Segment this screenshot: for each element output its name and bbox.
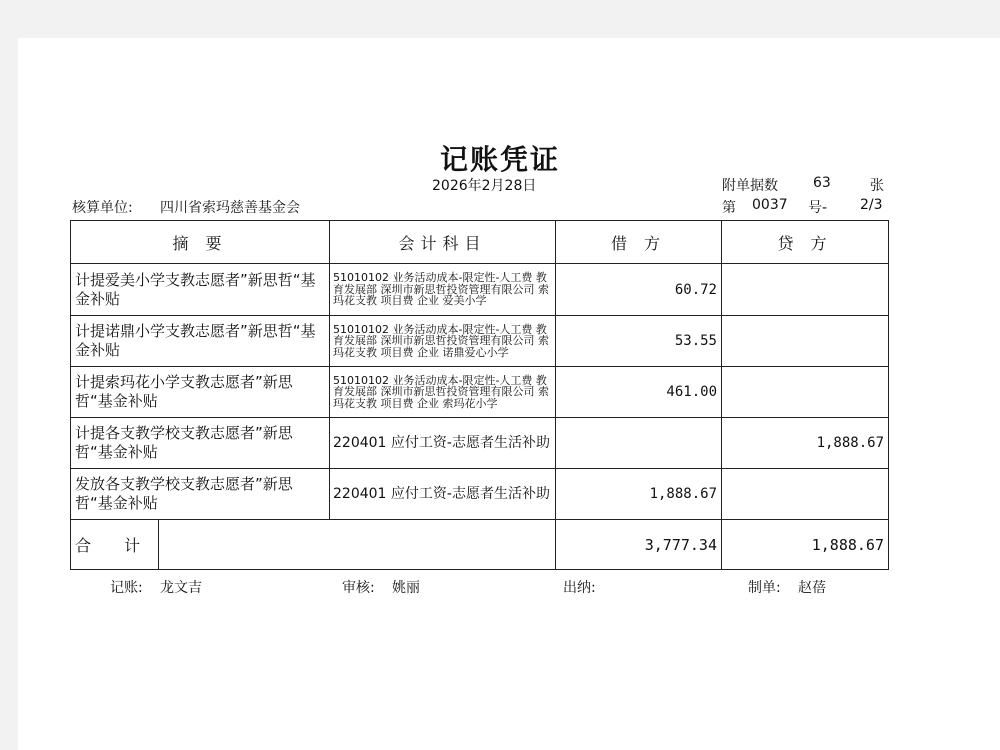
attachments-count: 63: [813, 175, 831, 191]
row-debit: 53.55: [556, 316, 722, 367]
row-credit: [722, 316, 889, 367]
row-summary: 计提诺鼎小学支教志愿者”新思哲“基金补贴: [71, 316, 330, 367]
row-account: 51010102 业务活动成本-限定性-人工费 教育发展部 深圳市新思哲投资管理有限公司 索玛花支教 项目费 企业 爱美小学: [330, 264, 556, 316]
row-summary: 计提索玛花小学支教志愿者”新思哲“基金补贴: [71, 367, 330, 418]
row-credit: [722, 367, 889, 418]
total-debit: 3,777.34: [556, 520, 722, 570]
header-row: [71, 221, 889, 264]
row-credit: [722, 469, 889, 520]
table-row: [71, 418, 889, 469]
row-debit: 461.00: [556, 367, 722, 418]
total-credit: 1,888.67: [722, 520, 889, 570]
attachments-label: 附单据数: [722, 178, 778, 194]
unit-label: 核算单位:: [72, 200, 133, 216]
row-account: 220401 应付工资-志愿者生活补助: [330, 469, 556, 520]
voucher-no-prefix: 第: [722, 200, 736, 216]
header-credit: 贷 方: [722, 221, 889, 264]
header-account: 会计科目: [330, 221, 556, 264]
total-row: [71, 520, 889, 570]
attachments-unit: 张: [870, 178, 884, 194]
auditor-name: 姚丽: [392, 580, 420, 596]
row-account: 51010102 业务活动成本-限定性-人工费 教育发展部 深圳市新思哲投资管理有限公司 索玛花支教 项目费 企业 诺鼎爱心小学: [330, 316, 556, 367]
row-debit: 60.72: [556, 264, 722, 316]
voucher-date: 2026年2月28日: [432, 178, 537, 194]
table-row: [71, 469, 889, 520]
cashier-label: 出纳:: [563, 580, 596, 596]
row-account: 220401 应付工资-志愿者生活补助: [330, 418, 556, 469]
header-summary: 摘 要: [71, 221, 330, 264]
voucher-no-mid: 号-: [808, 200, 828, 216]
row-summary: 发放各支教学校支教志愿者”新思哲“基金补贴: [71, 469, 330, 520]
voucher-page: 2/3: [860, 197, 883, 213]
voucher-title: 记账凭证: [439, 143, 560, 176]
unit-name: 四川省索玛慈善基金会: [160, 200, 300, 216]
total-spacer: [159, 520, 556, 570]
header-debit: 借 方: [556, 221, 722, 264]
row-debit: [556, 418, 722, 469]
row-summary: 计提各支教学校支教志愿者”新思哲“基金补贴: [71, 418, 330, 469]
row-summary: 计提爱美小学支教志愿者”新思哲“基金补贴: [71, 264, 330, 316]
table-row: [71, 264, 889, 316]
voucher-table: [70, 220, 889, 570]
table-row: [71, 316, 889, 367]
table-row: [71, 367, 889, 418]
row-credit: 1,888.67: [722, 418, 889, 469]
voucher-number: 0037: [752, 197, 788, 213]
row-credit: [722, 264, 889, 316]
preparer-label: 制单:: [748, 580, 781, 596]
auditor-label: 审核:: [342, 580, 375, 596]
preparer-name: 赵蓓: [798, 580, 826, 596]
bookkeeper-label: 记账:: [110, 580, 143, 596]
row-debit: 1,888.67: [556, 469, 722, 520]
total-label: 合 计: [71, 520, 159, 570]
bookkeeper-name: 龙文吉: [160, 580, 202, 596]
row-account: 51010102 业务活动成本-限定性-人工费 教育发展部 深圳市新思哲投资管理有限公司 索玛花支教 项目费 企业 索玛花小学: [330, 367, 556, 418]
